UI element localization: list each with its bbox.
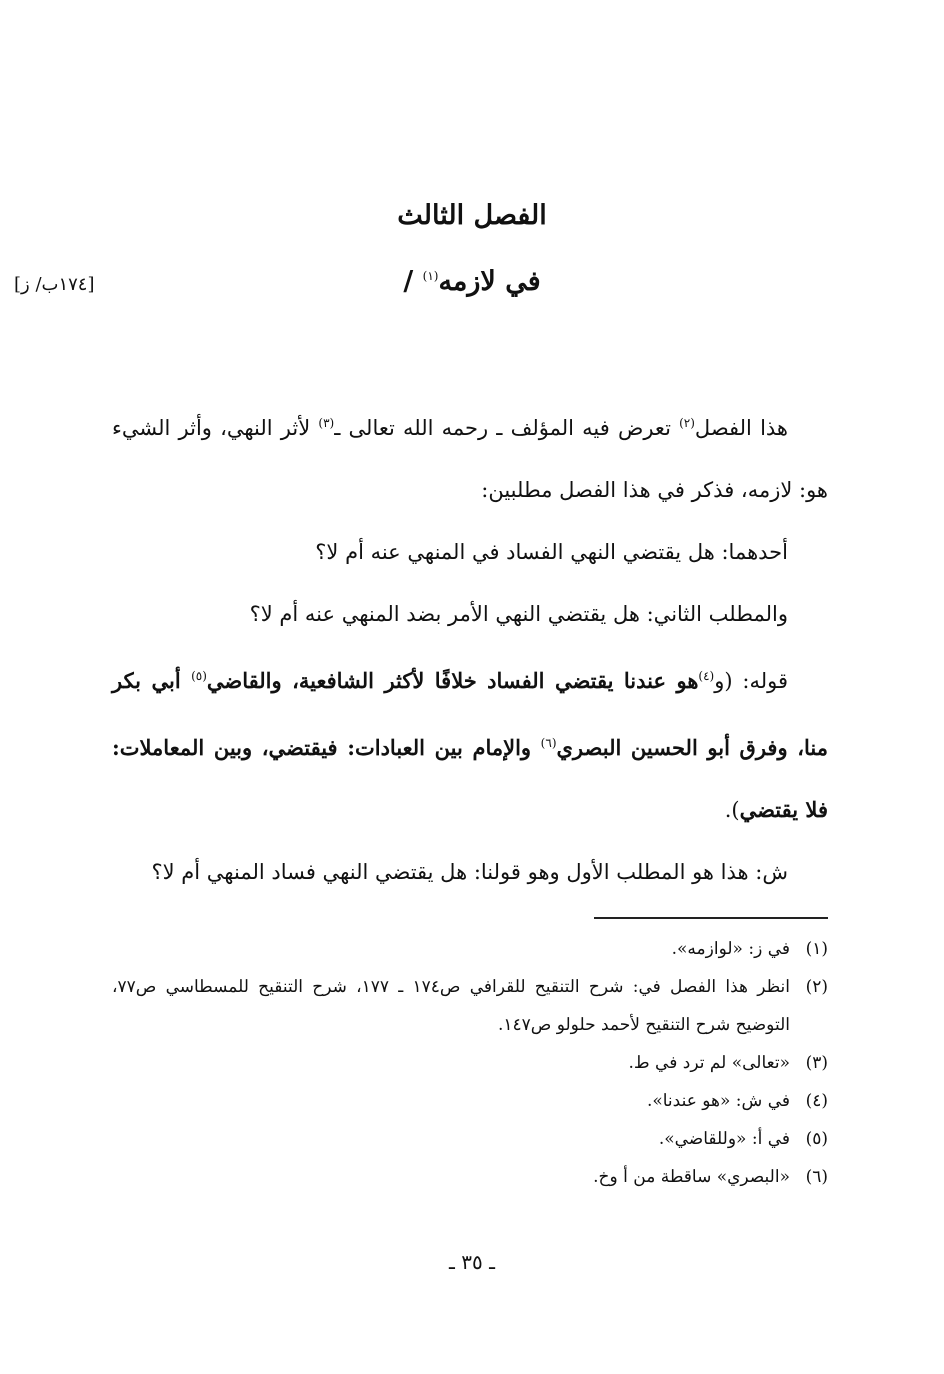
footnote-text: في أ: «وللقاضي». <box>658 1129 790 1149</box>
quotation-lead: قوله: (و <box>714 669 788 693</box>
footnote-marker: (٣) <box>318 416 335 430</box>
manuscript-folio-reference: [١٧٤ب/ ز] <box>14 274 95 295</box>
quotation-text: والإمام بين العبادات: فيقتضي، وبين المعاملات: فلا يقتضي <box>112 735 828 822</box>
subtitle-slash: / <box>403 266 423 297</box>
footnote-text: انظر هذا الفصل في: شرح التنقيح للقرافي ص١٧٤ ـ ١٧٧، شرح التنقيح للمسطاسي ص٧٧، التوضيح شرح التنقيح لأحمد حلولو ص١٤٧. <box>112 977 790 1035</box>
footnote-text: في ش: «هو عندنا». <box>646 1091 790 1111</box>
subtitle-text: في لازمه <box>438 266 541 297</box>
paragraph-quotation <box>112 645 828 841</box>
paragraph-first-topic: أحدهما: هل يقتضي النهي الفساد في المنهي عنه أم لا؟ <box>315 540 788 564</box>
paragraph-text: لأثر النهي، وأثر الشيء هو: لازمه، فذكر في هذا الفصل مطلبين: <box>112 416 828 502</box>
paragraph-text: هذا الفصل <box>694 416 788 440</box>
footnote-separator <box>594 917 828 919</box>
footnote-text: «البصري» ساقطة من أ وخ. <box>593 1167 790 1187</box>
footnote-item <box>112 1082 828 1120</box>
footnotes <box>112 930 828 1196</box>
paragraph-intro <box>112 392 828 521</box>
quotation-tail: ). <box>724 798 740 822</box>
footnote-text: في ز: «لوازمه». <box>671 939 790 959</box>
footnote-item <box>112 1044 828 1082</box>
footnote-number: (٦) <box>805 1167 828 1187</box>
chapter-title: الفصل الثالث <box>397 200 547 231</box>
quotation-text: أبي بكر منا، وفرق أبو الحسين البصري <box>112 668 828 760</box>
quotation-text: هو عندنا يقتضي الفساد خلافًا لأكثر الشافعية، والقاضي <box>206 668 699 693</box>
footnote-marker: (٦) <box>540 736 557 750</box>
footnote-marker: (٥) <box>191 669 207 683</box>
footnote-number: (٤) <box>805 1091 828 1111</box>
page-number: ـ ٣٥ ـ <box>449 1250 495 1274</box>
footnote-item <box>112 1158 828 1196</box>
footnote-item <box>112 930 828 968</box>
paragraph-commentary: ش: هذا هو المطلب الأول وهو قولنا: هل يقتضي النهي فساد المنهي أم لا؟ <box>151 860 788 884</box>
footnote-marker: (٤) <box>698 669 715 683</box>
footnote-item <box>112 968 828 1044</box>
footnote-marker: (٢) <box>679 416 695 430</box>
main-text <box>112 392 828 903</box>
footnote-item <box>112 1120 828 1158</box>
footnote-number: (٥) <box>805 1129 828 1149</box>
footnote-number: (٢) <box>805 977 828 997</box>
footnote-marker: (١) <box>422 269 439 283</box>
footnote-text: «تعالى» لم ترد في ط. <box>628 1053 790 1073</box>
chapter-subtitle <box>0 266 944 297</box>
footnote-number: (١) <box>805 939 828 959</box>
paragraph-second-topic: والمطلب الثاني: هل يقتضي النهي الأمر بضد المنهي عنه أم لا؟ <box>249 602 788 626</box>
footnote-number: (٣) <box>805 1053 828 1073</box>
paragraph-text: تعرض فيه المؤلف ـ رحمه الله تعالى ـ <box>334 416 680 440</box>
